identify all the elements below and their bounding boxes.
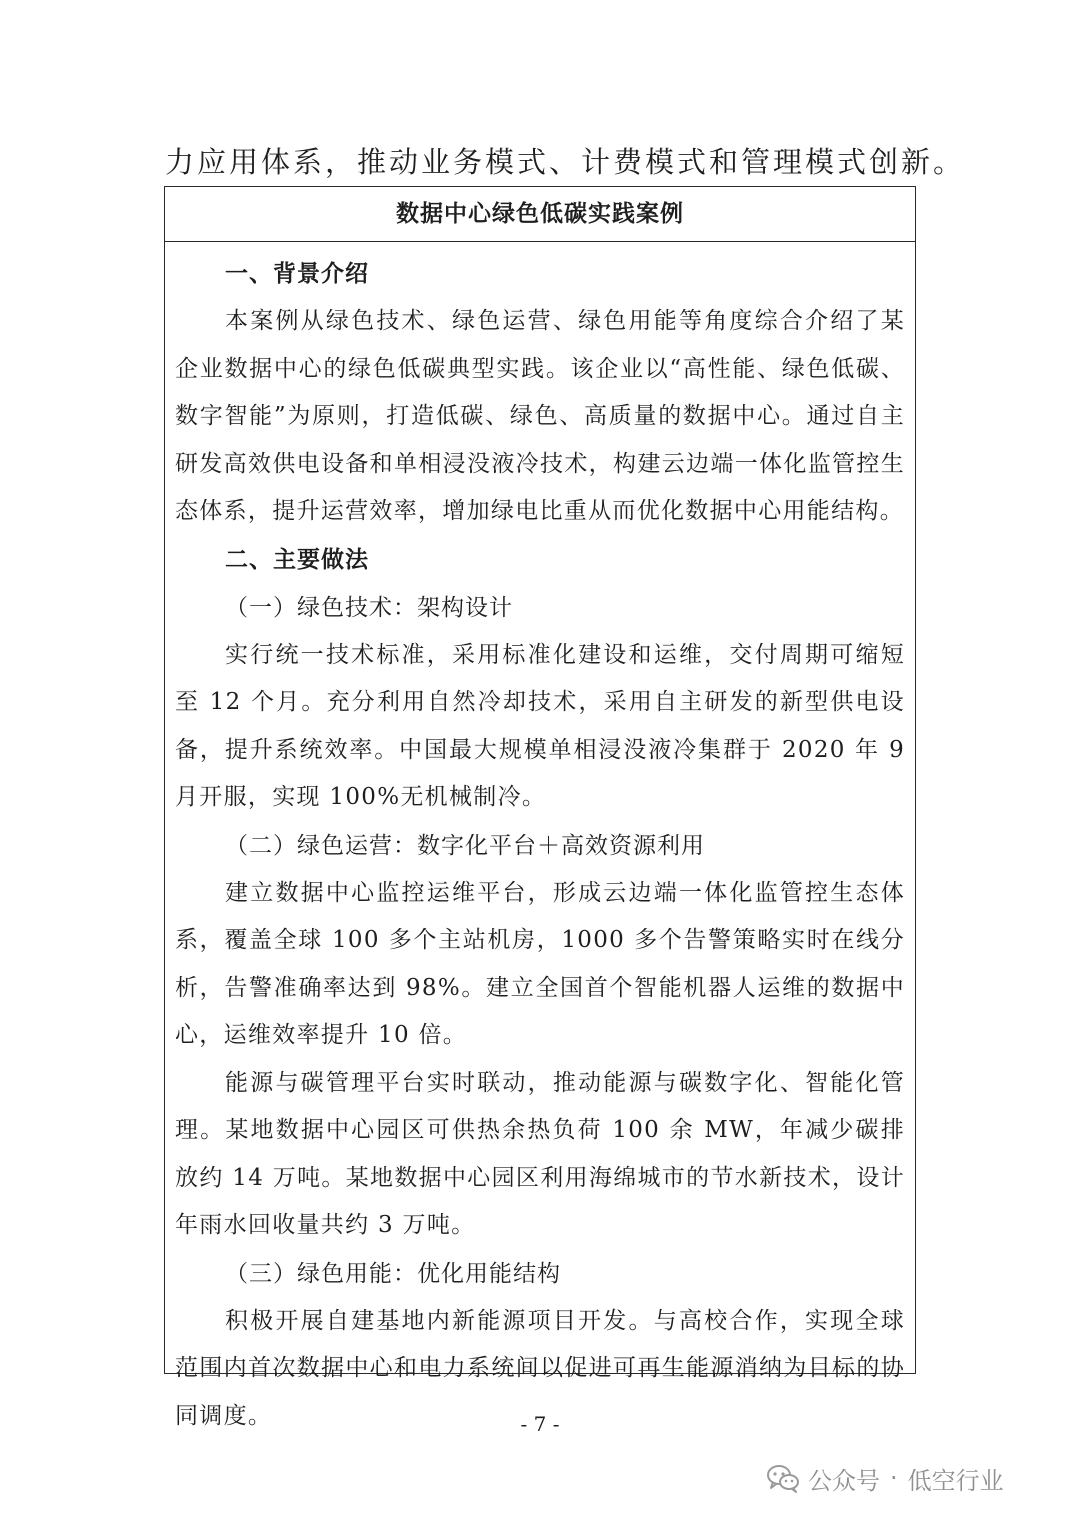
watermark-platform: 公众号 [808,1466,880,1495]
subheading-green-operation: （二）绿色运营：数字化平台＋高效资源利用 [225,832,705,859]
case-table [164,186,916,1429]
background-paragraph: 本案例从绿色技术、绿色运营、绿色用能等角度综合介绍了某企业数据中心的绿色低碳典型实践。该企业以“高性能、绿色低碳、数字智能”为原则，打造低碳、绿色、高质量的数据中心。通过自主研发高效供电设备和单相浸没液冷技术，构建云边端一体化监管控生态体系，提升运营效率，增加绿电比重从而优化数据中心用能结构。 [175,308,905,524]
watermark [766,1460,1004,1496]
watermark-account: 低空行业 [907,1466,1004,1495]
green-operation-paragraph: 建立数据中心监控运维平台，形成云边端一体化监管控生态体系，覆盖全球 100 多个主站机房，1000 多个告警策略实时在线分析，告警准确率达到 98%。建立全国首个智能机器人运维的数据中心，运维效率提升 10 倍。 [175,879,905,1048]
green-energy-use-paragraph: 积极开展自建基地内新能源项目开发。与高校合作，实现全球范围内首次数据中心和电力系统间以促进可再生能源消纳为目标的协同调度。 [175,1307,905,1429]
table-body [165,242,915,1440]
subheading-green-technology: （一）绿色技术：架构设计 [225,594,513,621]
section-heading-background: 一、背景介绍 [225,261,369,287]
section-heading-main-practices: 二、主要做法 [225,546,369,573]
watermark-separator: · [890,1464,898,1492]
table-title: 数据中心绿色低碳实践案例 [165,187,915,242]
wechat-icon [766,1463,800,1493]
green-technology-paragraph: 实行统一技术标准，采用标准化建设和运维，交付周期可缩短至 12 个月。充分利用自然冷却技术，采用自主研发的新型供电设备，提升系统效率。中国最大规模单相浸没液冷集群于 2020 年 9 月开服，实现 100%无机械制冷。 [175,641,905,810]
subheading-green-energy-use: （三）绿色用能：优化用能结构 [225,1260,561,1287]
page-number: - 7 - [520,1412,560,1436]
energy-carbon-paragraph: 能源与碳管理平台实时联动，推动能源与碳数字化、智能化管理。某地数据中心园区可供热余热负荷 100 余 MW，年减少碳排放约 14 万吨。某地数据中心园区利用海绵城市的节水新技术，设计年雨水回收量共约 3 万吨。 [175,1069,905,1238]
continuation-text: 力应用体系，推动业务模式、计费模式和管理模式创新。 [165,145,966,179]
